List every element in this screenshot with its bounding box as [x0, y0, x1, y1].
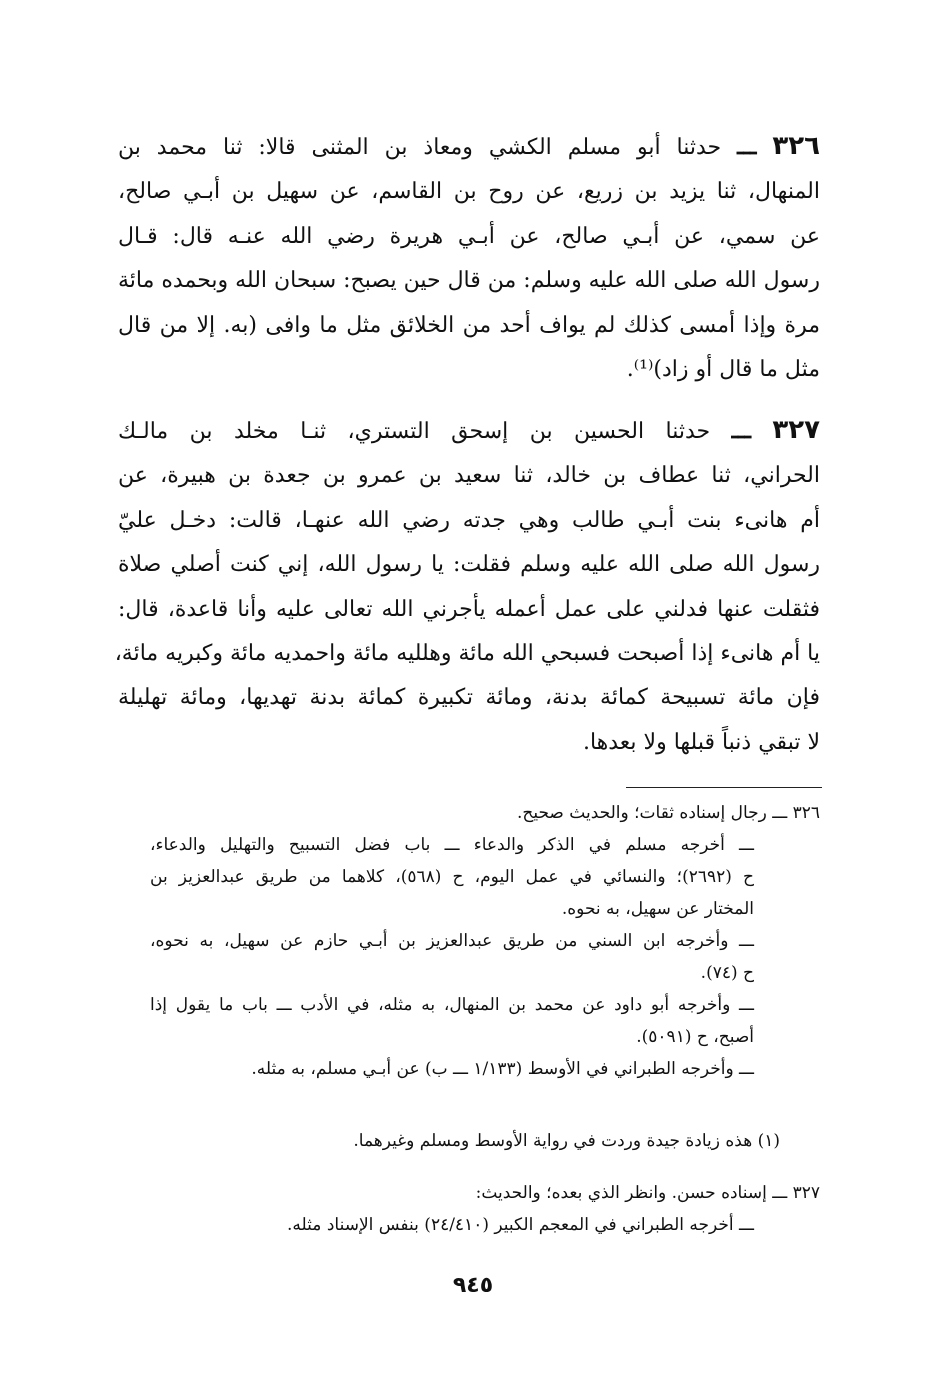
- hadith-326-line-5: مرة وإذا أمسى كذلك لم يواف أحد من الخلائق مثل ما وافى (به. إلا من قال: [118, 312, 820, 338]
- hadith-326: [118, 124, 820, 392]
- hadith-326-line-1: [118, 124, 820, 170]
- footnote-1: [150, 1125, 820, 1157]
- hadith-326-line-4: رسول الله صلى الله عليه وسلم: من قال حين يصبح: سبحان الله وبحمده مائة: [118, 268, 820, 294]
- hadith-dash: ـــ: [737, 134, 757, 160]
- hadith-327-line-6: يا أم هانىء إذا أصبحت فسبحي الله مائة وهلليه مائة واحمديه مائة وكبريه مائة،: [114, 641, 820, 667]
- hadith-327-line-7: فإن مائة تسبيحة كمائة بدنة، ومائة تكبيرة كمائة بدنة تهديها، ومائة تهليلة: [118, 685, 820, 711]
- note-line: ٣٢٧ ـــ إسناده حسن. وانظر الذي بعده؛ والحديث:: [475, 1183, 820, 1203]
- hadith-327-line-8: لا تبقي ذنباً قبلها ولا بعدها.: [582, 729, 820, 755]
- note-line: ـــ وأخرجه أبو داود عن محمد بن المنهال، به مثله، في الأدب ـــ باب ما يقول إذا: [150, 995, 754, 1015]
- page-number: ٩٤٥: [452, 1273, 494, 1298]
- hadith-327: [114, 408, 820, 765]
- hadith-327-line-1: [118, 408, 820, 454]
- hadith-327-line-2: الحراني، ثنا عطاف بن خالد، ثنا سعيد بن عمرو بن جعدة بن هبيرة، عن: [118, 463, 820, 489]
- notes-327: [150, 1177, 820, 1241]
- footnote-text: (١) هذه زيادة جيدة وردت في رواية الأوسط ومسلم وغيرهما.: [353, 1131, 780, 1151]
- hadith-dash: ـــ: [731, 418, 751, 444]
- note-line: ـــ وأخرجه ابن السني من طريق عبدالعزيز بن أبـي حازم عن سهيل، به نحوه،: [150, 931, 754, 951]
- hadith-326-line-6: مثل ما قال أو زاد)⁽¹⁾.: [626, 357, 820, 383]
- hadith-text: حدثنا أبو مسلم الكشي ومعاذ بن المثنى قالا: ثنا محمد بن: [118, 135, 722, 160]
- footnote-separator: [626, 787, 822, 788]
- note-line: ـــ وأخرجه الطبراني في الأوسط (١/١٣٣ ـــ ب) عن أبـي مسلم، به مثله.: [251, 1059, 754, 1079]
- hadith-number: ٣٢٦: [772, 131, 820, 161]
- hadith-text: حدثنا الحسين بن إسحق التستري، ثنـا مخلد بن مالـك: [118, 419, 711, 444]
- note-line: أصبح، ح (٥٠٩١).: [636, 1027, 754, 1047]
- hadith-327-line-4: رسول الله صلى الله عليه وسلم فقلت: يا رسول الله، إني كنت أصلي صلاة: [118, 552, 820, 578]
- hadith-327-line-5: فثقلت عنها فدلني على عمل أعمله يأجرني الله تعالى عليه وأنا قاعدة، قال:: [118, 596, 820, 622]
- note-line: المختار عن سهيل، به نحوه.: [561, 899, 754, 919]
- note-line: ـــ أخرجه الطبراني في المعجم الكبير (٢٤/٤١٠) بنفس الإسناد مثله.: [287, 1215, 754, 1235]
- hadith-327-line-3: أم هانىء بنت أبـي طالب وهي جدته رضي الله عنهـا، قالت: دخـل عليّ: [118, 507, 820, 533]
- hadith-326-line-2: المنهال، ثنا يزيد بن زريع، عن روح بن القاسم، عن سهيل بن أبـي صالح،: [118, 179, 820, 205]
- note-line: ح (٧٤).: [700, 963, 754, 983]
- note-line: ح (٢٦٩٢)؛ والنسائي في عمل اليوم، ح (٥٦٨)، كلاهما من طريق عبدالعزيز بن: [150, 867, 754, 887]
- hadith-number: ٣٢٧: [772, 415, 820, 445]
- hadith-326-line-3: عن سمي، عن أبـي صالح، عن أبـي هريرة رضي الله عنـه قال: قـال: [118, 223, 820, 249]
- notes-326: [150, 797, 820, 1085]
- note-line: ٣٢٦ ـــ رجال إسناده ثقات؛ والحديث صحيح.: [516, 803, 820, 823]
- note-line: ـــ أخرجه مسلم في الذكر والدعاء ـــ باب فضل التسبيح والتهليل والدعاء،: [150, 835, 754, 855]
